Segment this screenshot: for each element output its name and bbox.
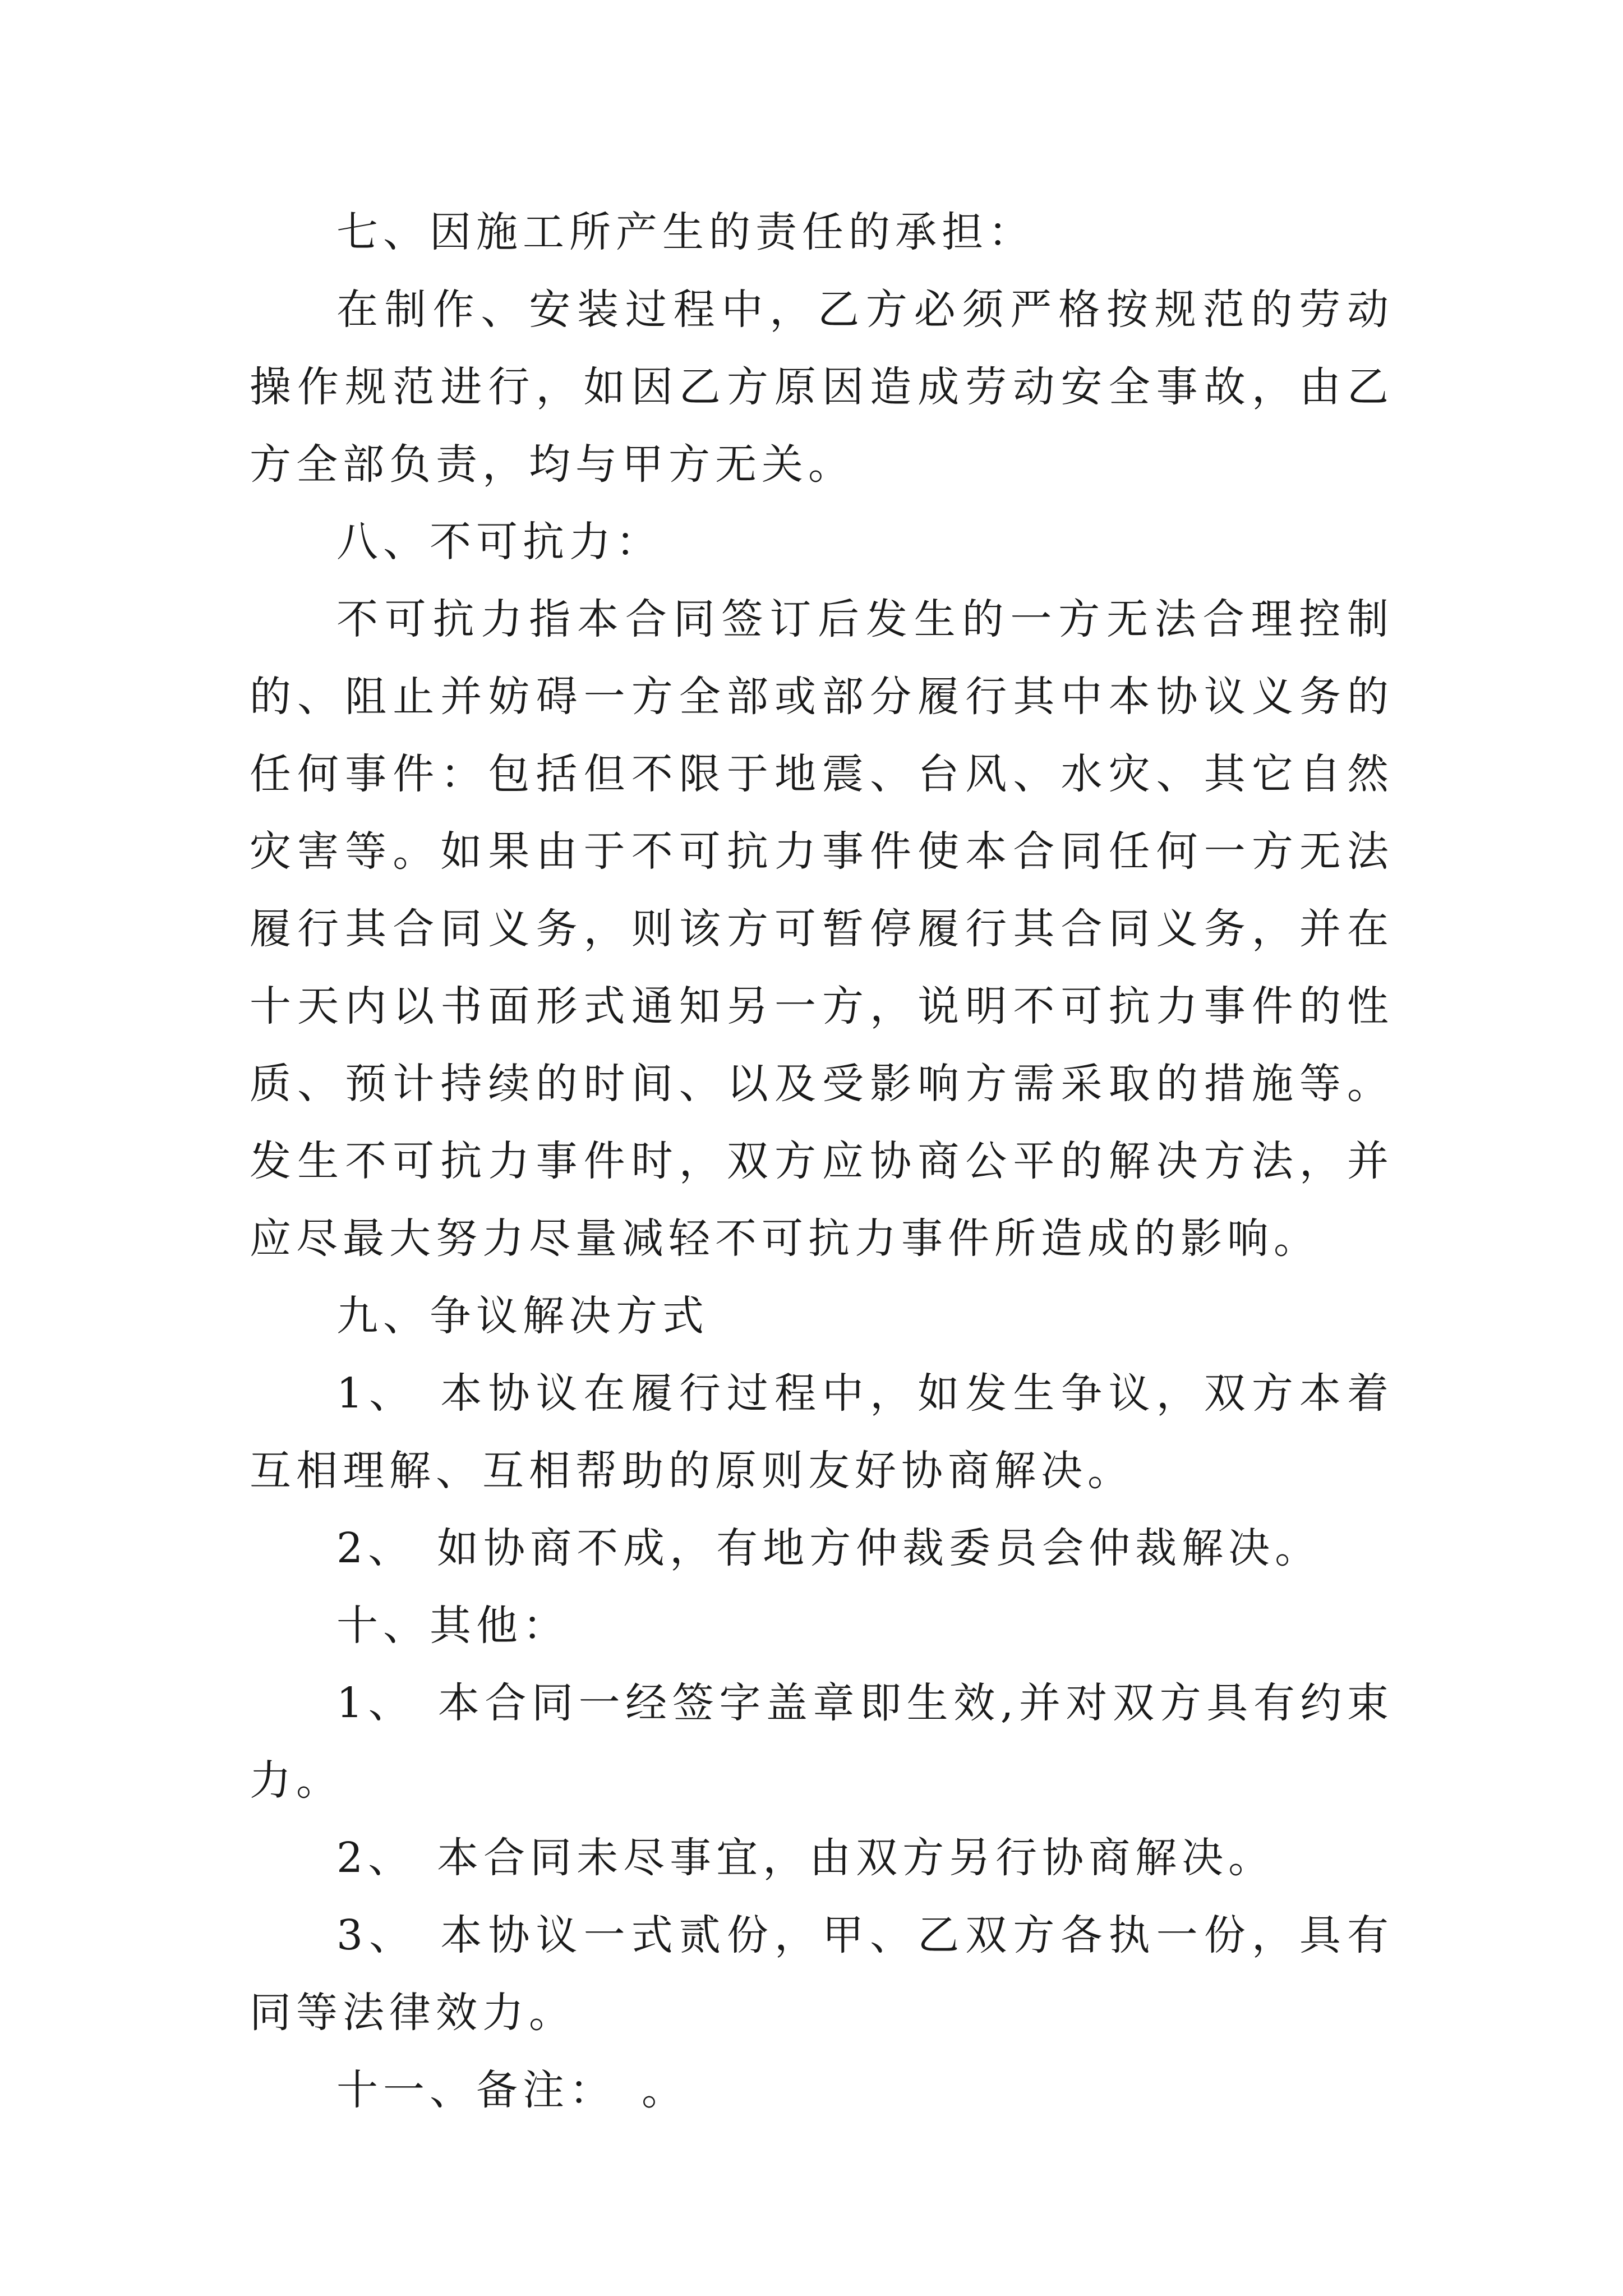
- item-number: 2、: [336, 1834, 415, 1882]
- item-number: 3、: [336, 1911, 417, 1959]
- item-text: 本合同一经签字盖章即生效,并对双方具有约束力。: [250, 1679, 1394, 1805]
- section-heading-7: 七、因施工所产生的责任的承担：: [336, 208, 1035, 256]
- section-7-paragraph: 在制作、安装过程中，乙方必须严格按规范的劳动操作规范进行，如因乙方原因造成劳动安全事故，由乙方全部负责，均与甲方无关。: [250, 286, 1394, 489]
- section-9-item-2: [250, 1510, 1394, 1587]
- section-heading-11: 十一、备注： 。: [336, 2066, 688, 2114]
- item-text: 本协议在履行过程中，如发生争议，双方本着互相理解、互相帮助的原则友好协商解决。: [250, 1369, 1394, 1495]
- section-9-item-1: [250, 1355, 1394, 1510]
- section-heading-9: 九、争议解决方式: [336, 1292, 709, 1340]
- item-text: 本协议一式贰份，甲、乙双方各执一份，具有同等法律效力。: [250, 1911, 1394, 2037]
- item-number: 2、: [336, 1524, 415, 1572]
- section-10-item-1: [250, 1664, 1394, 1819]
- item-text: 本合同未尽事宜，由双方另行协商解决。: [437, 1834, 1275, 1882]
- item-number: 1、: [336, 1679, 416, 1727]
- section-heading-10: 十、其他：: [336, 1602, 569, 1650]
- section-8-paragraph: 不可抗力指本合同签订后发生的一方无法合理控制的、阻止并妨碍一方全部或部分履行其中本协议义务的任何事件：包括但不限于地震、台风、水灾、其它自然灾害等。如果由于不可抗力事件使本合同任何一方无法履行其合同义务，则该方可暂停履行其合同义务，并在十天内以书面形式通知另一方，说明不可抗力事件的性质、预计持续的时间、以及受影响方需采取的措施等。发生不可抗力事件时，双方应协商公平的解决方法，并应尽最大努力尽量减轻不可抗力事件所造成的影响。: [250, 595, 1394, 1263]
- document-body: [250, 194, 1394, 2129]
- item-number: 1、: [336, 1369, 417, 1418]
- section-10-item-3: [250, 1897, 1394, 2051]
- section-heading-8: 八、不可抗力：: [336, 518, 662, 566]
- section-10-item-2: [250, 1819, 1394, 1897]
- item-text: 如协商不成，有地方仲裁委员会仲裁解决。: [437, 1524, 1322, 1572]
